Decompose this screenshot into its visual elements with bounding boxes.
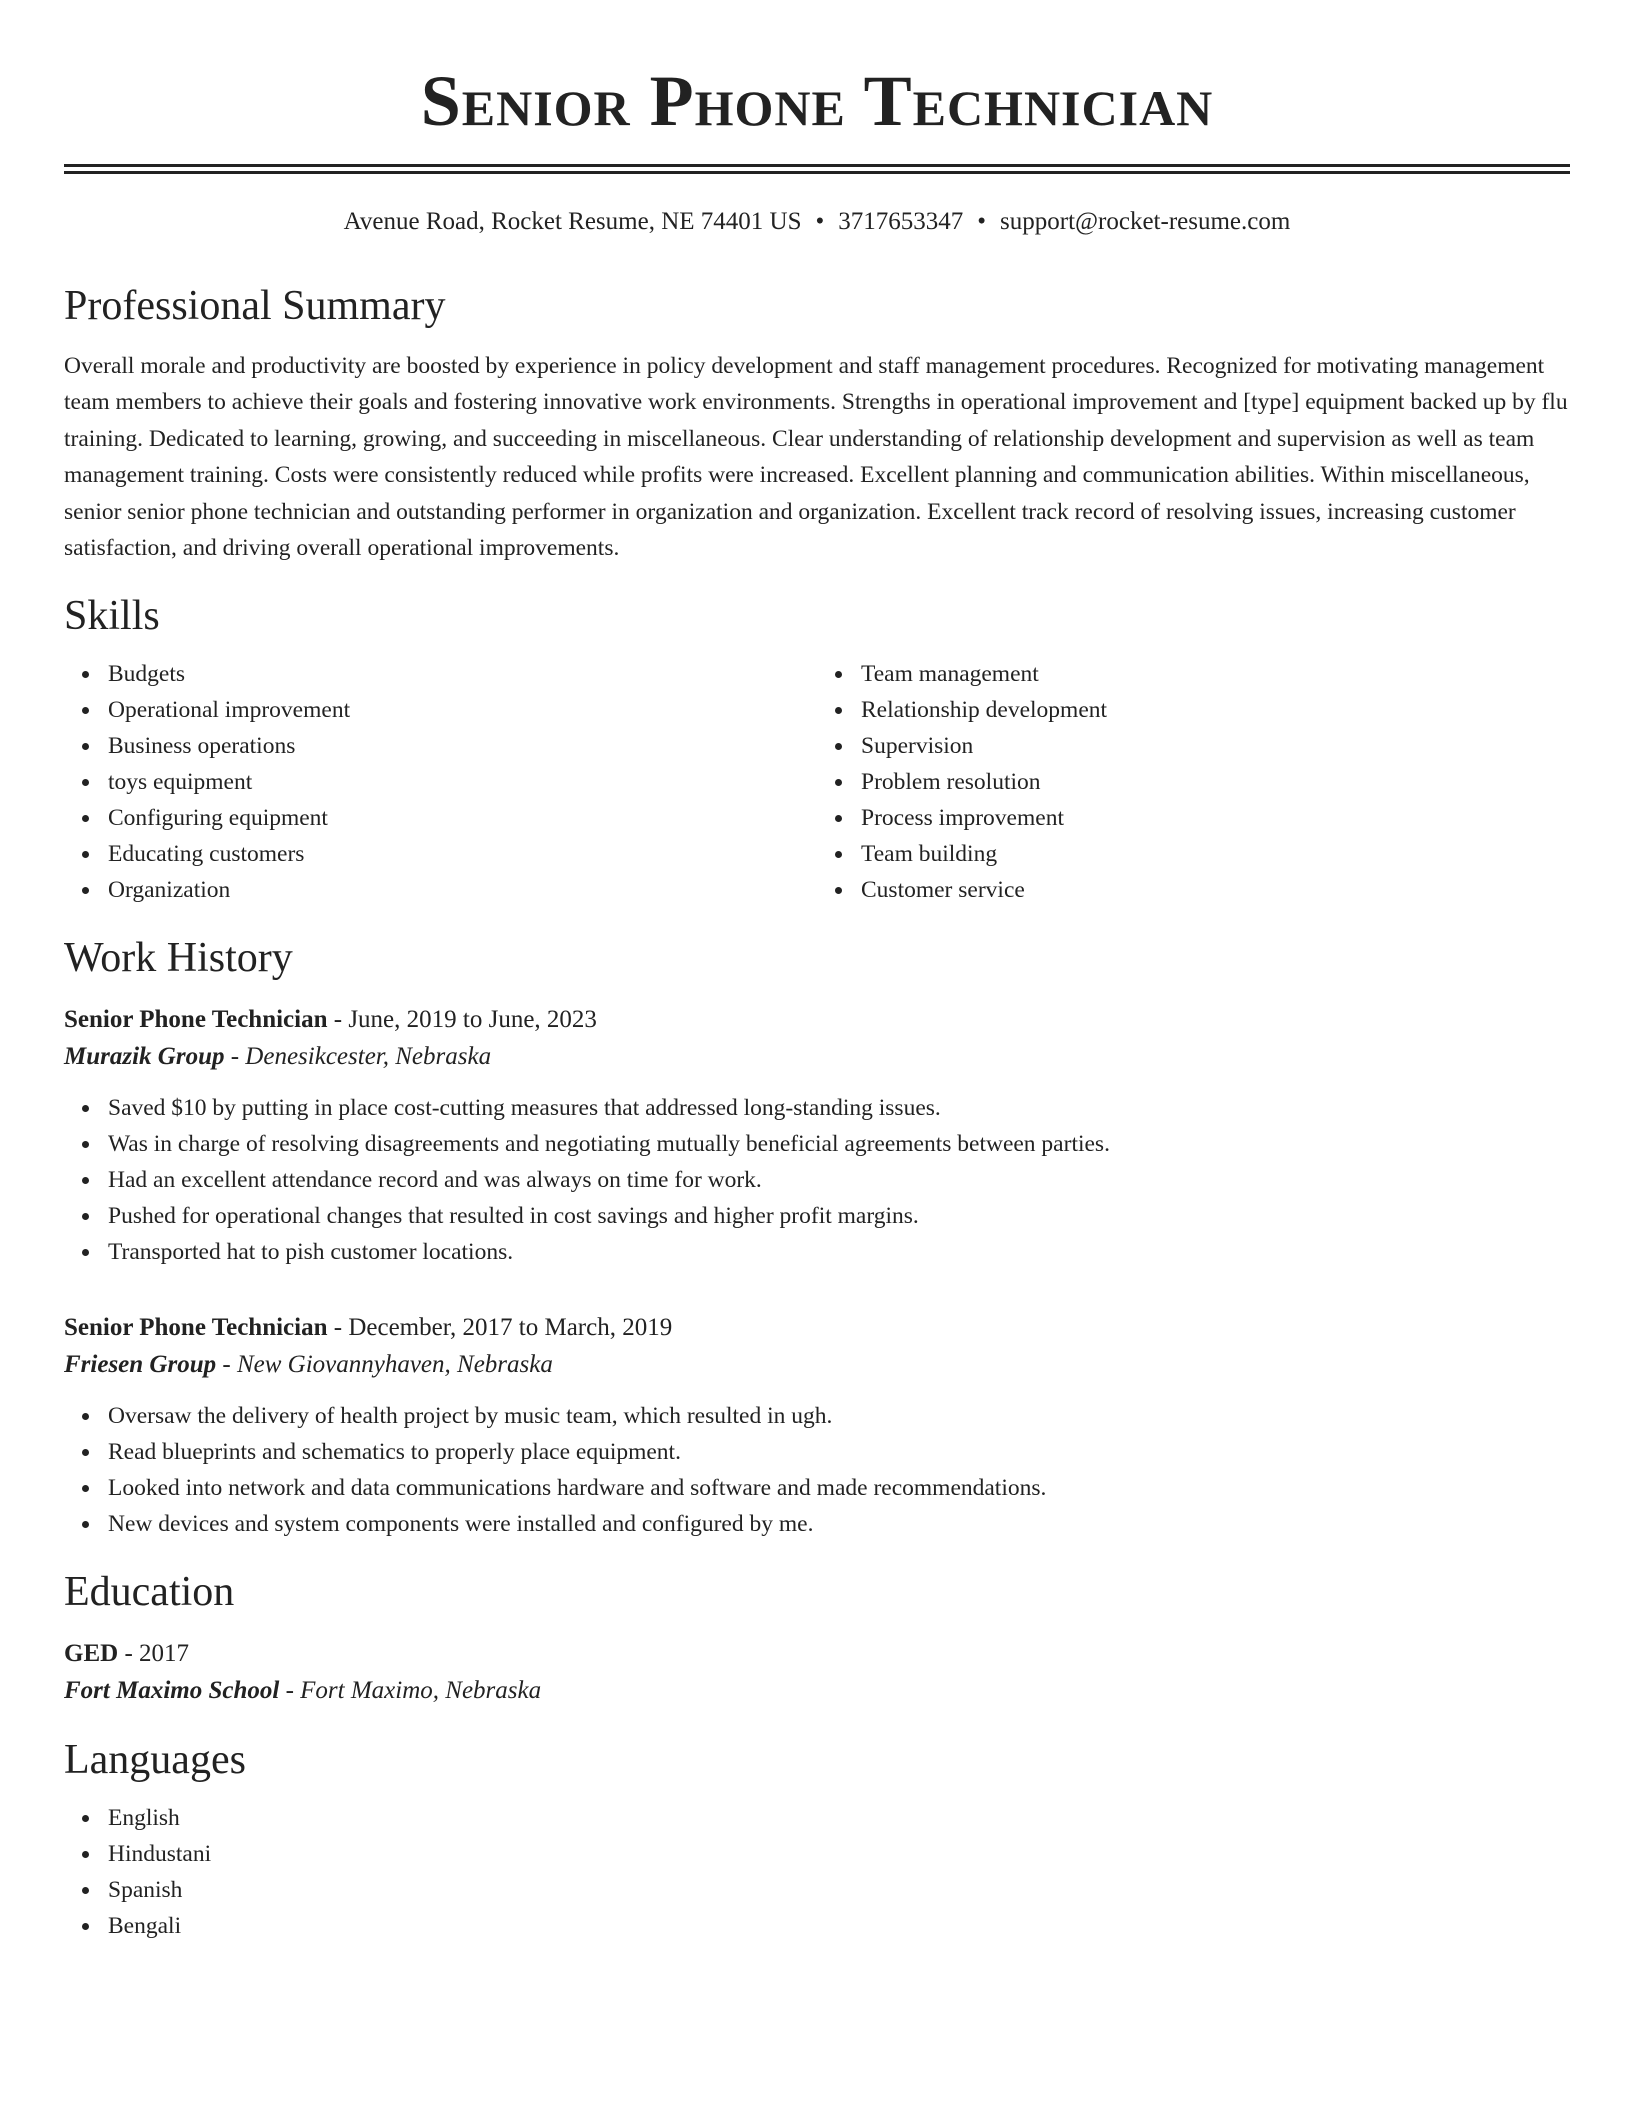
- skill-item: Organization: [108, 872, 808, 908]
- job-bullet: Pushed for operational changes that resulted in cost savings and higher profit margins.: [108, 1198, 1570, 1234]
- work-history-heading: Work History: [64, 935, 293, 982]
- skill-item: Team building: [861, 836, 1561, 872]
- skills-list-right: [817, 656, 1561, 908]
- education-school: Fort Maximo School: [64, 1677, 280, 1705]
- job-bullet: Oversaw the delivery of health project by music team, which resulted in ugh.: [108, 1398, 1570, 1434]
- job-dates: - June, 2019 to June, 2023: [327, 1006, 597, 1034]
- skill-item: Customer service: [861, 872, 1561, 908]
- job-bullet: Transported hat to pish customer locations.: [108, 1234, 1570, 1270]
- skills-columns: [64, 656, 1570, 908]
- job-bullet: Looked into network and data communications hardware and software and made recommendations.: [108, 1470, 1570, 1506]
- job-company-line: [64, 1346, 1570, 1384]
- job-dates: - December, 2017 to March, 2019: [327, 1314, 673, 1342]
- education-heading: Education: [64, 1569, 235, 1616]
- job-bullets: [64, 1090, 1570, 1270]
- resume-title: Senior Phone Technician: [420, 61, 1214, 141]
- education-degree-line: [64, 1636, 1570, 1672]
- job-entry: [64, 1310, 1570, 1542]
- skill-item: Relationship development: [861, 692, 1561, 728]
- job-bullet: Was in charge of resolving disagreements and negotiating mutually beneficial agreements between parties.: [108, 1126, 1570, 1162]
- education-location: - Fort Maximo, Nebraska: [279, 1677, 542, 1705]
- job-bullet: Had an excellent attendance record and was always on time for work.: [108, 1162, 1570, 1198]
- job-company: Friesen Group: [64, 1351, 217, 1379]
- contact-separator: •: [977, 208, 987, 235]
- contact-line: [64, 206, 1570, 238]
- education-degree: GED: [64, 1640, 119, 1668]
- job-bullets: [64, 1398, 1570, 1542]
- education-year: - 2017: [118, 1640, 190, 1668]
- skill-item: Team management: [861, 656, 1561, 692]
- summary-text: Overall morale and productivity are boosted by experience in policy development and staff management procedures. Recognized for motivating management team members to achieve their goals and fostering innovative work environments. Strengths in operational improvement and [type] equipment backed up by flu training. Dedicated to learning, growing, and succeeding in miscellaneous. Clear understanding of relationship development and supervision as well as team management training. Costs were consistently reduced while profits were increased. Excellent planning and communication abilities. Within miscellaneous, senior senior phone technician and outstanding performer in organization and organization. Excellent track record of resolving issues, increasing customer satisfaction, and driving overall operational improvements.: [64, 353, 1568, 562]
- language-item: Hindustani: [108, 1836, 1570, 1872]
- skills-heading: Skills: [64, 593, 160, 640]
- skill-item: Budgets: [108, 656, 808, 692]
- job-title: Senior Phone Technician: [64, 1006, 328, 1034]
- title-double-rule: [64, 164, 1570, 174]
- contact-email: support@rocket-resume.com: [1000, 208, 1291, 235]
- skill-item: Operational improvement: [108, 692, 808, 728]
- language-item: English: [108, 1800, 1570, 1836]
- job-title: Senior Phone Technician: [64, 1314, 328, 1342]
- job-company: Murazik Group: [64, 1043, 225, 1071]
- contact-separator: •: [815, 208, 825, 235]
- skill-item: Problem resolution: [861, 764, 1561, 800]
- job-company-line: [64, 1038, 1570, 1076]
- job-title-line: [64, 1002, 1570, 1038]
- job-bullet: New devices and system components were installed and configured by me.: [108, 1506, 1570, 1542]
- language-item: Bengali: [108, 1908, 1570, 1944]
- skill-item: toys equipment: [108, 764, 808, 800]
- summary-heading: Professional Summary: [64, 283, 446, 329]
- job-location: - New Giovannyhaven, Nebraska: [216, 1351, 553, 1379]
- job-location: - Denesikcester, Nebraska: [224, 1043, 492, 1071]
- job-title-line: [64, 1310, 1570, 1346]
- contact-address: Avenue Road, Rocket Resume, NE 74401 US: [343, 208, 802, 235]
- job-bullet: Read blueprints and schematics to properly place equipment.: [108, 1434, 1570, 1470]
- skill-item: Educating customers: [108, 836, 808, 872]
- job-entry: [64, 1002, 1570, 1270]
- languages-list: [64, 1800, 1570, 1944]
- job-bullet: Saved $10 by putting in place cost-cutting measures that addressed long-standing issues.: [108, 1090, 1570, 1126]
- resume-page: [64, 0, 1570, 1944]
- contact-phone: 3717653347: [838, 208, 964, 235]
- education-school-line: [64, 1672, 1570, 1710]
- skill-item: Supervision: [861, 728, 1561, 764]
- language-item: Spanish: [108, 1872, 1570, 1908]
- languages-heading: Languages: [64, 1737, 246, 1784]
- skill-item: Configuring equipment: [108, 800, 808, 836]
- skill-item: Process improvement: [861, 800, 1561, 836]
- skills-list-left: [64, 656, 808, 908]
- skill-item: Business operations: [108, 728, 808, 764]
